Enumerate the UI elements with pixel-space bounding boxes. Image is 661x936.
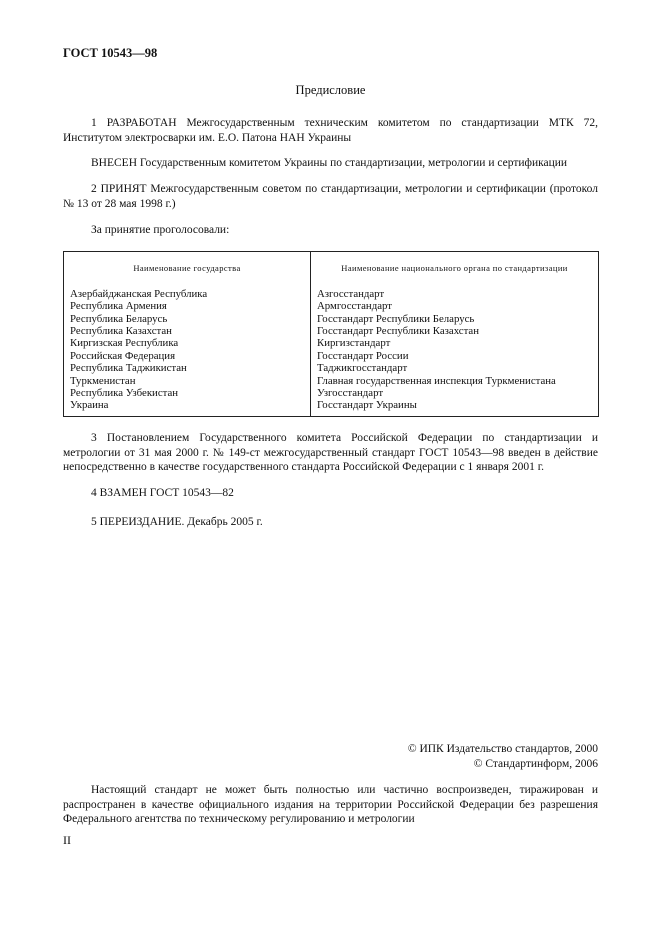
table-row [64,350,599,362]
table-row [64,325,599,337]
table-cell-country: Украина [70,399,109,412]
table-cell-country: Республика Армения [70,300,167,313]
table-cell-country: Туркменистан [70,374,136,387]
table-cell-org: Узгосстандарт [311,387,599,399]
table-cell-country: Республика Таджикистан [70,362,187,375]
reproduction-notice: Настоящий стандарт не может быть полностью или частично воспроизведен, тиражирован и распространен в качестве официального издания на территории Российской Федерации без разрешения Федерального агентства по техническому регулированию и метрологии [63,784,598,826]
table-cell-org: Азгосстандарт [311,284,599,300]
table-cell-org: Армгосстандарт [311,300,599,312]
page-number: II [63,833,71,847]
paragraph-submitted: ВНЕСЕН Государственным комитетом Украины по стандартизации, метрологии и сертификации [91,157,568,170]
table-row [64,337,599,349]
table-header-row [64,252,599,284]
table-row [64,387,599,399]
table-cell-org: Госстандарт Республики Беларусь [311,313,599,325]
table-row [64,375,599,387]
paragraph-voted: За принятие проголосовали: [91,223,230,236]
table-header-org: Наименование национального органа по стандартизации [311,252,599,284]
paragraph-decree: 3 Постановлением Государственного комитета Российской Федерации по стандартизации и метрологии от 31 мая 2000 г. № 149-ст межгосударственный стандарт ГОСТ 10543—98 введен в действие непосредственно в качестве государственного стандарта Российской Федерации с 1 января 2001 г. [63,431,598,474]
table-row [64,399,599,416]
table-header-country: Наименование государства [133,263,241,274]
table-cell-org: Главная государственная инспекция Туркменистана [311,375,599,387]
paragraph-adopted: 2 ПРИНЯТ Межгосударственным советом по стандартизации, метрологии и сертификации (протокол № 13 от 28 мая 1998 г.) [63,183,598,210]
table-cell-country: Республика Беларусь [70,312,168,325]
copyright-block [408,742,598,772]
copyright-line-1: © ИПК Издательство стандартов, 2000 [407,743,598,755]
table-cell-country: Республика Казахстан [70,325,172,338]
table-cell-country: Республика Узбекистан [70,387,179,400]
paragraph-reissue: 5 ПЕРЕИЗДАНИЕ. Декабрь 2005 г. [91,515,263,528]
table-row [64,300,599,312]
table-cell-org: Госстандарт Украины [311,399,599,416]
table-cell-org: Киргизстандарт [311,337,599,349]
paragraph-replaces: 4 ВЗАМЕН ГОСТ 10543—82 [91,487,234,500]
table-cell-country: Киргизская Республика [70,337,179,350]
table-cell-country: Азербайджанская Республика [70,287,208,300]
table-row [64,362,599,374]
table-row [64,284,599,300]
table-cell-org: Госстандарт России [311,350,599,362]
table-row [64,313,599,325]
doc-code: ГОСТ 10543—98 [63,46,158,60]
voting-table [63,251,599,417]
copyright-line-2: © Стандартинформ, 2006 [473,757,598,770]
table-cell-country: Российская Федерация [70,349,176,362]
page-title: Предисловие [295,83,366,97]
paragraph-developed: 1 РАЗРАБОТАН Межгосударственным техническим комитетом по стандартизации МТК 72, Институтом электросварки им. Е.О. Патона НАН Украины [63,117,598,144]
table-cell-org: Таджикгосстандарт [311,362,599,374]
page-content [63,46,598,543]
table-cell-org: Госстандарт Республики Казахстан [311,325,599,337]
